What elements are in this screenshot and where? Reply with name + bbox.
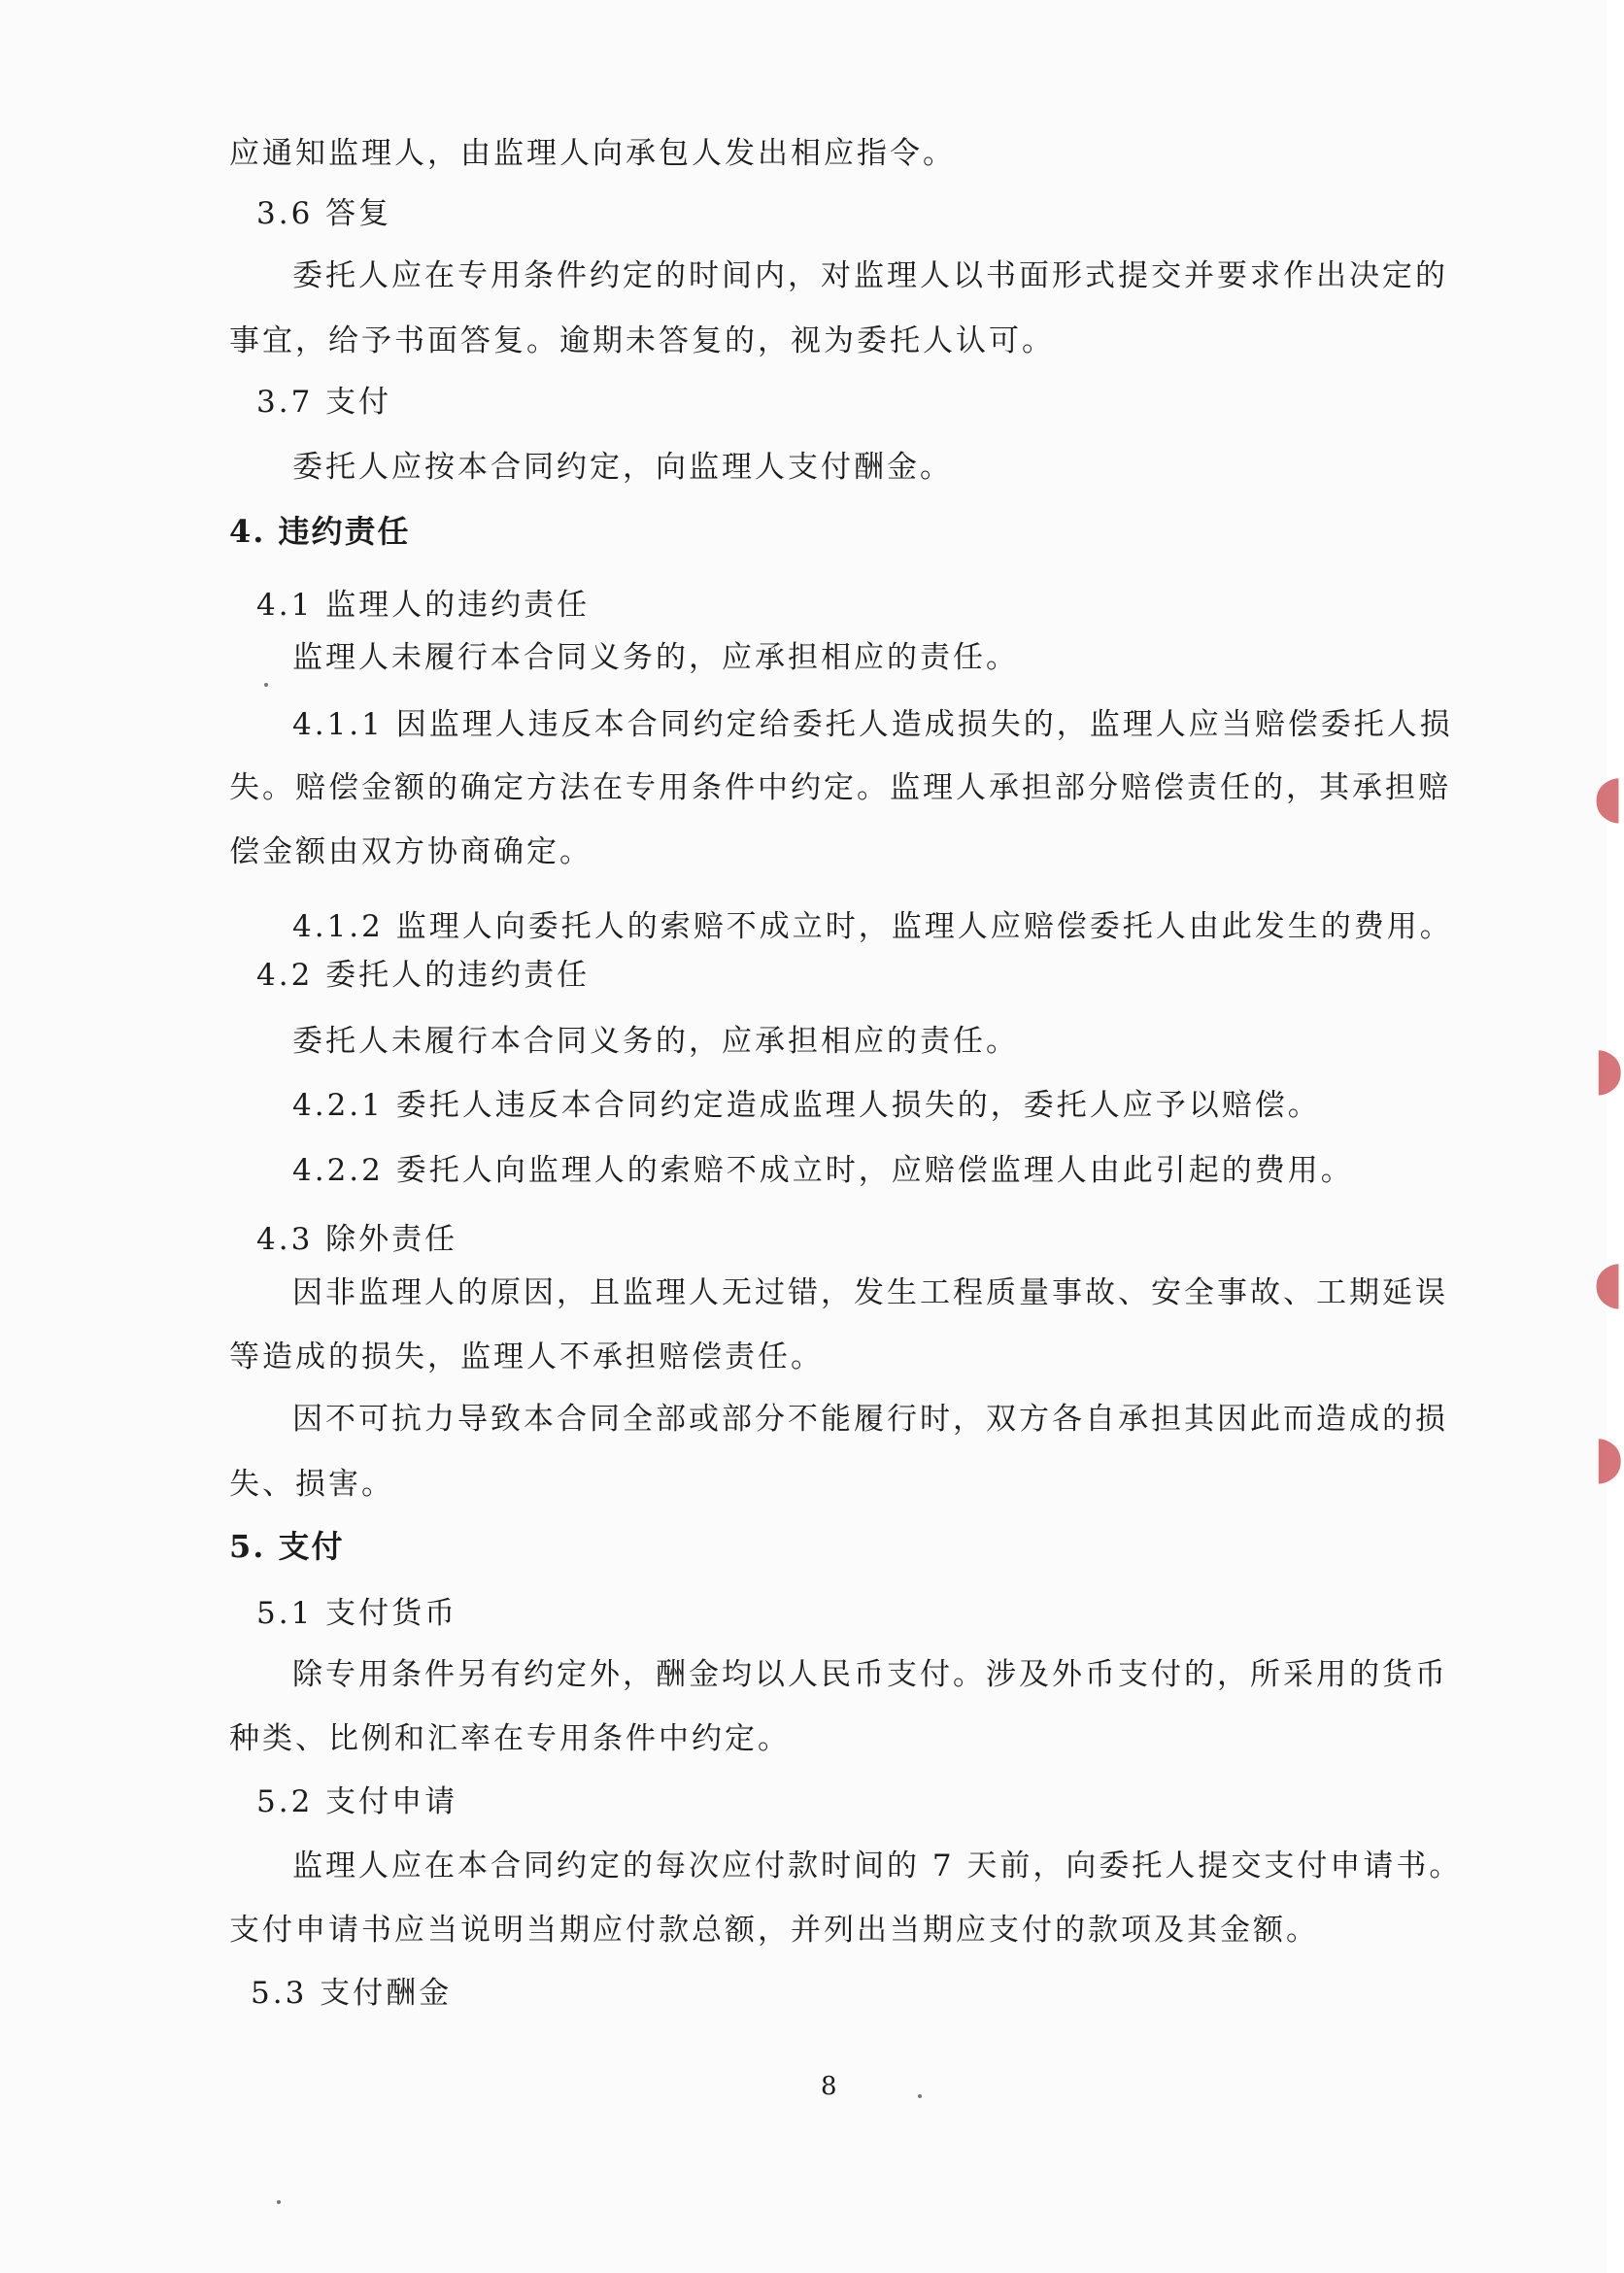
body-text: 除专用条件另有约定外，酬金均以人民币支付。涉及外币支付的，所采用的货币 [292, 1657, 1448, 1692]
body-text: 委托人未履行本合同义务的，应承担相应的责任。 [292, 1024, 1019, 1059]
body-text: 失、损害。 [229, 1467, 394, 1502]
body-text: 失。赔偿金额的确定方法在专用条件中约定。监理人承担部分赔偿责任的，其承担赔 [229, 770, 1451, 805]
body-text: 监理人应在本合同约定的每次应付款时间的 7 天前，向委托人提交支付申请书。 [292, 1849, 1463, 1883]
body-text: 监理人未履行本合同义务的，应承担相应的责任。 [292, 640, 1019, 675]
section-heading: 5. 支付 [229, 1528, 345, 1565]
subsection-heading: 4.3 除外责任 [256, 1222, 458, 1257]
body-text: 支付申请书应当说明当期应付款总额，并列出当期应支付的款项及其金额。 [229, 1913, 1319, 1948]
body-text: 种类、比例和汇率在专用条件中约定。 [229, 1721, 791, 1756]
subsection-heading: 5.2 支付申请 [256, 1784, 458, 1819]
subsection-heading: 5.1 支付货币 [256, 1596, 458, 1631]
subsection-heading: 4.2 委托人的违约责任 [256, 958, 591, 993]
body-text: 事宜，给予书面答复。逾期未答复的，视为委托人认可。 [229, 323, 1055, 358]
subsection-heading: 3.6 答复 [256, 196, 392, 231]
scan-speck [277, 2200, 281, 2204]
body-text: 等造成的损失，监理人不承担赔偿责任。 [229, 1340, 824, 1374]
scan-speck [264, 683, 268, 687]
subsection-heading: 4.1 监理人的违约责任 [256, 588, 591, 623]
body-text: 因非监理人的原因，且监理人无过错，发生工程质量事故、安全事故、工期延误 [292, 1275, 1448, 1310]
subsection-heading: 3.7 支付 [256, 385, 392, 420]
body-text: 4.2.2 委托人向监理人的索赔不成立时，应赔偿监理人由此引起的费用。 [292, 1153, 1354, 1188]
seal-stamp-icon: ◖ ◗ ◖ ◗ [1593, 763, 1624, 1491]
body-text: 委托人应在专用条件约定的时间内，对监理人以书面形式提交并要求作出决定的 [292, 258, 1448, 293]
body-text: 4.1.2 监理人向委托人的索赔不成立时，监理人应赔偿委托人由此发生的费用。 [292, 909, 1453, 944]
body-text: 应通知监理人，由监理人向承包人发出相应指令。 [229, 136, 956, 171]
body-text: 因不可抗力导致本合同全部或部分不能履行时，双方各自承担其因此而造成的损 [292, 1402, 1448, 1437]
section-heading: 4. 违约责任 [229, 513, 411, 550]
body-text: 4.1.1 因监理人违反本合同约定给委托人造成损失的，监理人应当赔偿委托人损 [292, 707, 1453, 742]
subsection-heading: 5.3 支付酬金 [251, 1976, 453, 2011]
body-text: 偿金额由双方协商确定。 [229, 834, 592, 869]
body-text: 委托人应按本合同约定，向监理人支付酬金。 [292, 450, 953, 485]
body-text: 4.2.1 委托人违反本合同约定造成监理人损失的，委托人应予以赔偿。 [292, 1088, 1321, 1123]
page-number: 8 [821, 2072, 837, 2101]
scan-speck [918, 2094, 922, 2098]
